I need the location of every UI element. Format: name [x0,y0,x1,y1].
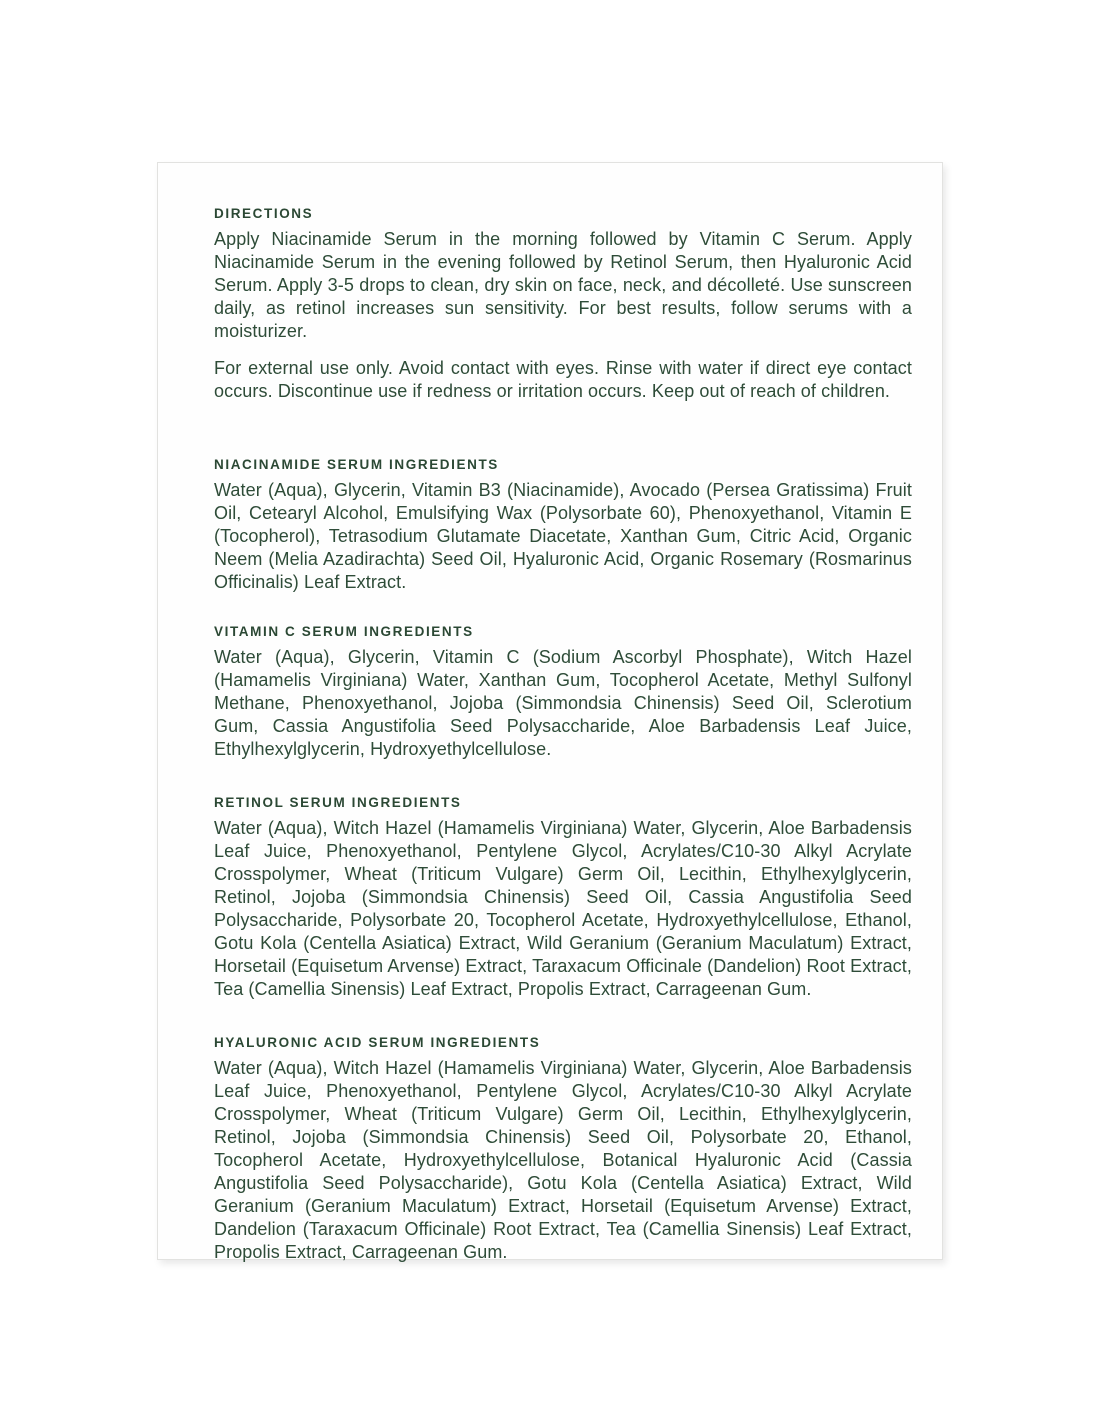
section-directions [214,206,912,403]
product-label-card [157,162,943,1260]
retinol-ingredients-paragraph: Water (Aqua), Witch Hazel (Hamamelis Virginiana) Water, Glycerin, Aloe Barbadensis Leaf Juice, Phenoxyethanol, Pentylene Glycol, Acrylates/C10-30 Alkyl Acrylate Crosspolymer, Wheat (Triticum Vulgare) Germ Oil, Lecithin, Ethylhexylglycerin, Retinol, Jojoba (Simmondsia Chinensis) Seed Oil, Cassia Angustifolia Seed Polysaccharide, Polysorbate 20, Tocopherol Acetate, Hydroxyethylcellulose, Ethanol, Gotu Kola (Centella Asiatica) Extract, Wild Geranium (Geranium Maculatum) Extract, Horsetail (Equisetum Arvense) Extract, Taraxacum Officinale (Dandelion) Root Extract, Tea (Camellia Sinensis) Leaf Extract, Propolis Extract, Carrageenan Gum. [214,818,912,999]
directions-heading: DIRECTIONS [214,206,314,221]
niacinamide-ingredients-paragraph: Water (Aqua), Glycerin, Vitamin B3 (Niacinamide), Avocado (Persea Gratissima) Fruit Oil, Cetearyl Alcohol, Emulsifying Wax (Polysorbate 60), Phenoxyethanol, Vitamin E (Tocopherol), Tetrasodium Glutamate Diacetate, Xanthan Gum, Citric Acid, Organic Neem (Melia Azadirachta) Seed Oil, Hyaluronic Acid, Organic Rosemary (Rosmarinus Officinalis) Leaf Extract. [214,480,912,592]
niacinamide-ingredients-heading: NIACINAMIDE SERUM INGREDIENTS [214,457,499,472]
section-hyaluronic-acid-serum-ingredients [214,1035,912,1264]
vitamin-c-ingredients-heading: VITAMIN C SERUM INGREDIENTS [214,624,474,639]
directions-warning-paragraph: For external use only. Avoid contact with eyes. Rinse with water if direct eye contact occurs. Discontinue use if redness or irritation occurs. Keep out of reach of children. [214,358,912,401]
directions-usage-paragraph: Apply Niacinamide Serum in the morning followed by Vitamin C Serum. Apply Niacinamide Serum in the evening followed by Retinol Serum, then Hyaluronic Acid Serum. Apply 3-5 drops to clean, dry skin on face, neck, and décolleté. Use sunscreen daily, as retinol increases sun sensitivity. For best results, follow serums with a moisturizer. [214,229,912,341]
hyaluronic-acid-ingredients-paragraph: Water (Aqua), Witch Hazel (Hamamelis Virginiana) Water, Glycerin, Aloe Barbadensis Leaf Juice, Phenoxyethanol, Pentylene Glycol, Acrylates/C10-30 Alkyl Acrylate Crosspolymer, Wheat (Triticum Vulgare) Germ Oil, Lecithin, Ethylhexylglycerin, Retinol, Jojoba (Simmondsia Chinensis) Seed Oil, Polysorbate 20, Ethanol, Tocopherol Acetate, Hydroxyethylcellulose, Botanical Hyaluronic Acid (Cassia Angustifolia Seed Polysaccharide), Gotu Kola (Centella Asiatica) Extract, Wild Geranium (Geranium Maculatum) Extract, Horsetail (Equisetum Arvense) Extract, Dandelion (Taraxacum Officinale) Root Extract, Tea (Camellia Sinensis) Leaf Extract, Propolis Extract, Carrageenan Gum. [214,1058,912,1262]
hyaluronic-acid-ingredients-heading: HYALURONIC ACID SERUM INGREDIENTS [214,1035,541,1050]
section-vitamin-c-serum-ingredients [214,624,912,761]
section-niacinamide-serum-ingredients [214,457,912,594]
section-retinol-serum-ingredients [214,795,912,1001]
vitamin-c-ingredients-paragraph: Water (Aqua), Glycerin, Vitamin C (Sodium Ascorbyl Phosphate), Witch Hazel (Hamamelis Virginiana) Water, Xanthan Gum, Tocopherol Acetate, Methyl Sulfonyl Methane, Phenoxyethanol, Jojoba (Simmondsia Chinensis) Seed Oil, Sclerotium Gum, Cassia Angustifolia Seed Polysaccharide, Aloe Barbadensis Leaf Juice, Ethylhexylglycerin, Hydroxyethylcellulose. [214,647,912,759]
retinol-ingredients-heading: RETINOL SERUM INGREDIENTS [214,795,462,810]
